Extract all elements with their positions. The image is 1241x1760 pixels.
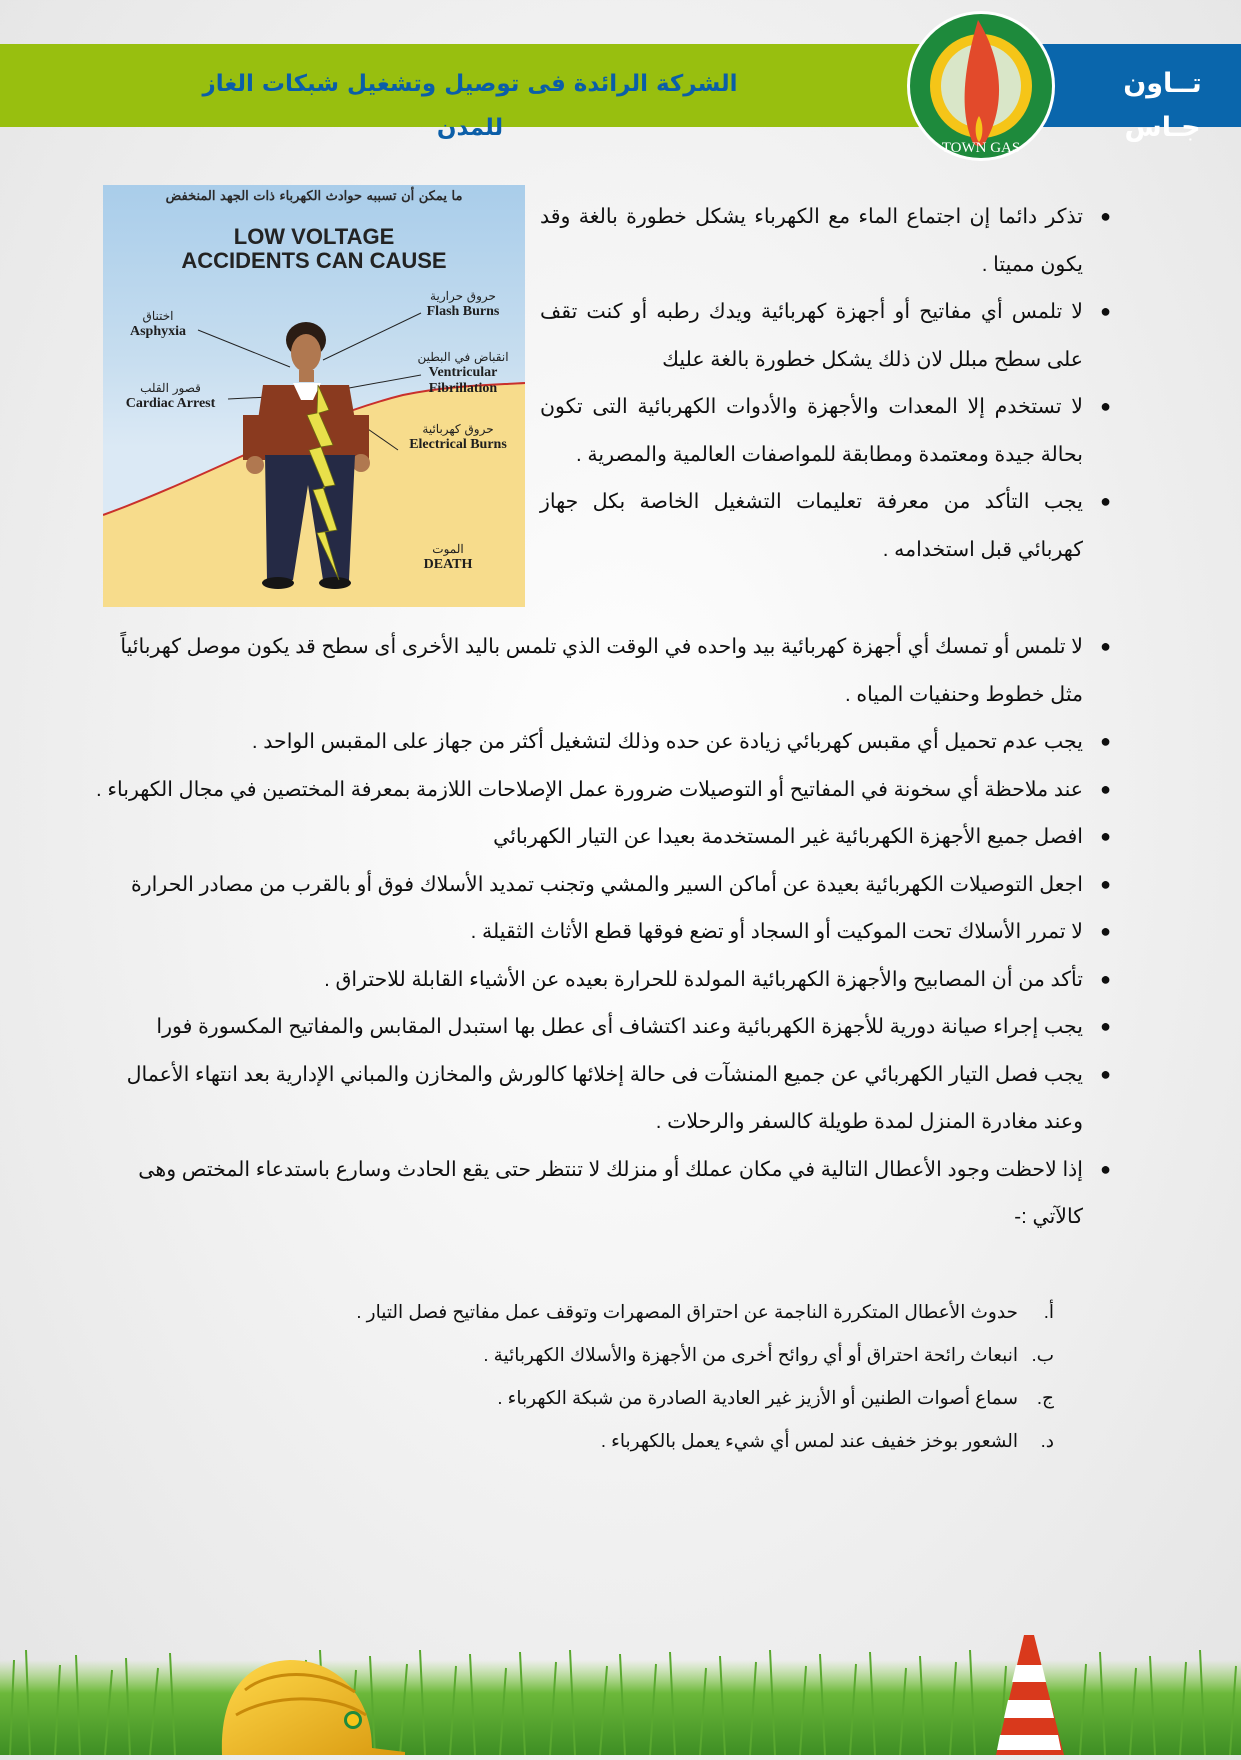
footer-grass-banner	[0, 1620, 1241, 1755]
label-ar: انقباض في البطين	[417, 350, 509, 364]
bullet-icon: ●	[1100, 1016, 1111, 1036]
list-item-text: لا تمرر الأسلاك تحت الموكيت أو السجاد أو تضع فوقها قطع الأثاث الثقيلة .	[470, 920, 1083, 943]
label-ar: حروق كهربائية	[422, 422, 494, 436]
sub-item-text: الشعور بوخز خفيف عند لمس أي شيء يعمل بالكهرباء .	[600, 1430, 1018, 1451]
bullet-icon: ●	[1100, 826, 1111, 846]
list-item-text: يجب إجراء صيانة دورية للأجهزة الكهربائية وعند اكتشاف أى عطل بها استبدل المقابس والمفاتيح المكسورة فورا	[156, 1015, 1083, 1038]
logo-latin-text: TOWN GAS	[941, 140, 1021, 156]
list-item-text: إذا لاحظت وجود الأعطال التالية في مكان عملك أو منزلك لا تنتظر حتى يقع الحادث وسارع باستدعاء المختص وهى كالآتي :-	[138, 1157, 1083, 1228]
label-en: Cardiac Arrest	[125, 396, 216, 411]
bullet-icon: ●	[1100, 491, 1111, 511]
fault-signs-list	[254, 1290, 1054, 1462]
list-item-text: لا تستخدم إلا المعدات والأجهزة والأدوات الكهربائية التى تكون بحالة جيدة ومعتمدة ومطابقة للمواصفات العالمية والمصرية .	[540, 395, 1083, 466]
sub-item-text: انبعاث رائحة احتراق أو أي روائح أخرى من الأجهزة والأسلاك الكهربائية .	[483, 1344, 1018, 1365]
sub-item	[254, 1419, 1054, 1462]
label-death	[408, 541, 488, 573]
list-item	[90, 1146, 1111, 1241]
label-en: DEATH	[423, 557, 473, 572]
list-item-text: لا تلمس أو تمسك أي أجهزة كهربائية بيد واحده في الوقت الذي تلمس باليد الأخرى أى سطح قد يكون موصل كهربائياً مثل خطوط وحنفيات المياه .	[120, 635, 1083, 706]
safety-list-top	[540, 193, 1111, 573]
brand-name: تــاون جـاس	[1123, 68, 1202, 143]
label-en: Electrical Burns	[409, 437, 507, 452]
sub-item	[254, 1333, 1054, 1376]
sub-item-text: حدوث الأعطال المتكررة الناجمة عن احتراق المصهرات وتوقف عمل مفاتيح فصل التيار .	[356, 1301, 1018, 1322]
bullet-icon: ●	[1100, 206, 1111, 226]
bullet-icon: ●	[1100, 396, 1111, 416]
poster-title-line2: ACCIDENTS CAN CAUSE	[181, 248, 447, 273]
list-item-text: اجعل التوصيلات الكهربائية بعيدة عن أماكن السير والمشي وتجنب تمديد الأسلاك فوق أو بالقرب من مصادر الحرارة	[131, 872, 1083, 896]
label-cardiac-arrest	[108, 380, 233, 412]
list-item	[90, 1003, 1111, 1051]
poster-arabic-title: ما يمكن أن تسببه حوادث الكهرباء ذات الجهد المنخفض	[165, 189, 463, 204]
sub-item-marker: أ.	[1043, 1301, 1054, 1322]
bullet-icon: ●	[1100, 778, 1111, 799]
list-item	[540, 383, 1111, 478]
label-en: Flash Burns	[426, 304, 500, 319]
bullet-icon: ●	[1100, 873, 1111, 894]
list-item	[90, 813, 1111, 861]
bullet-icon: ●	[1100, 1158, 1111, 1179]
list-item-text: يجب فصل التيار الكهربائي عن جميع المنشآت فى حالة إخلائها كالورش والمخازن والمباني الإدارية بعد انتهاء الأعمال وعند مغادرة المنزل لمدة طويلة كالسفر والرحلات .	[126, 1062, 1083, 1133]
list-item	[90, 861, 1111, 909]
town-gas-logo	[900, 6, 1062, 164]
list-item	[90, 623, 1111, 718]
poster-title	[103, 225, 525, 273]
list-item-text: يجب عدم تحميل أي مقبس كهربائي زيادة عن حده وذلك لتشغيل أكثر من جهاز على المقبس الواحد .	[251, 730, 1083, 753]
label-electrical-burns	[393, 421, 523, 453]
label-ar: قصور القلب	[140, 381, 201, 395]
grass-scene	[0, 1620, 1241, 1755]
list-item	[90, 908, 1111, 956]
bullet-icon: ●	[1100, 731, 1111, 751]
bullet-icon: ●	[1100, 968, 1111, 989]
list-item	[540, 193, 1111, 288]
label-ar: حروق حرارية	[430, 289, 496, 303]
label-en: Asphyxia	[129, 324, 187, 339]
list-item-text: لا تلمس أي مفاتيح أو أجهزة كهربائية ويدك رطبه أو كنت تقف على سطح مبلل لان ذلك يشكل خطورة بالغة عليك	[540, 300, 1083, 371]
header-tagline: الشركة الرائدة فى توصيل وتشغيل شبكات الغاز للمدن	[202, 71, 738, 141]
safety-list-main	[90, 623, 1111, 1241]
list-item	[540, 478, 1111, 573]
sub-item-marker: د.	[1040, 1430, 1054, 1451]
list-item	[90, 766, 1111, 814]
sub-item	[254, 1290, 1054, 1333]
sub-item-marker: ج.	[1036, 1387, 1054, 1408]
list-item	[90, 718, 1111, 766]
label-ar: الموت	[432, 542, 464, 556]
bullet-icon: ●	[1100, 636, 1111, 656]
label-asphyxia	[113, 308, 203, 340]
label-ventricular-fibrillation	[403, 349, 523, 397]
sub-item	[254, 1376, 1054, 1419]
list-item-text: يجب التأكد من معرفة تعليمات التشغيل الخاصة بكل جهاز كهربائي قبل استخدامه .	[540, 490, 1083, 561]
label-flash-burns	[403, 288, 523, 320]
sub-item-marker: ب.	[1031, 1344, 1054, 1365]
list-item-text: عند ملاحظة أي سخونة في المفاتيح أو التوصيلات ضرورة عمل الإصلاحات اللازمة بمعرفة المختصين في مجال الكهرباء .	[95, 777, 1083, 801]
bullet-icon: ●	[1100, 1063, 1111, 1084]
low-voltage-poster	[103, 185, 525, 607]
bullet-icon: ●	[1100, 301, 1111, 321]
list-item-text: تأكد من أن المصابيح والأجهزة الكهربائية المولدة للحرارة بعيده عن الأشياء القابلة للاحتراق .	[324, 967, 1083, 991]
list-item	[90, 956, 1111, 1004]
list-item-text: تذكر دائما إن اجتماع الماء مع الكهرباء يشكل خطورة بالغة وقد يكون مميتا .	[540, 205, 1083, 276]
sub-item-text: سماع أصوات الطنين أو الأزيز غير العادية الصادرة من شبكة الكهرباء .	[497, 1387, 1018, 1408]
label-en: Ventricular Fibrillation	[428, 365, 498, 396]
label-ar: اختناق	[142, 309, 174, 323]
list-item	[540, 288, 1111, 383]
poster-title-line1: LOW VOLTAGE	[233, 224, 395, 249]
bullet-icon: ●	[1100, 921, 1111, 941]
list-item-text: افصل جميع الأجهزة الكهربائية غير المستخدمة بعيدا عن التيار الكهربائي	[493, 825, 1083, 848]
list-item	[90, 1051, 1111, 1146]
